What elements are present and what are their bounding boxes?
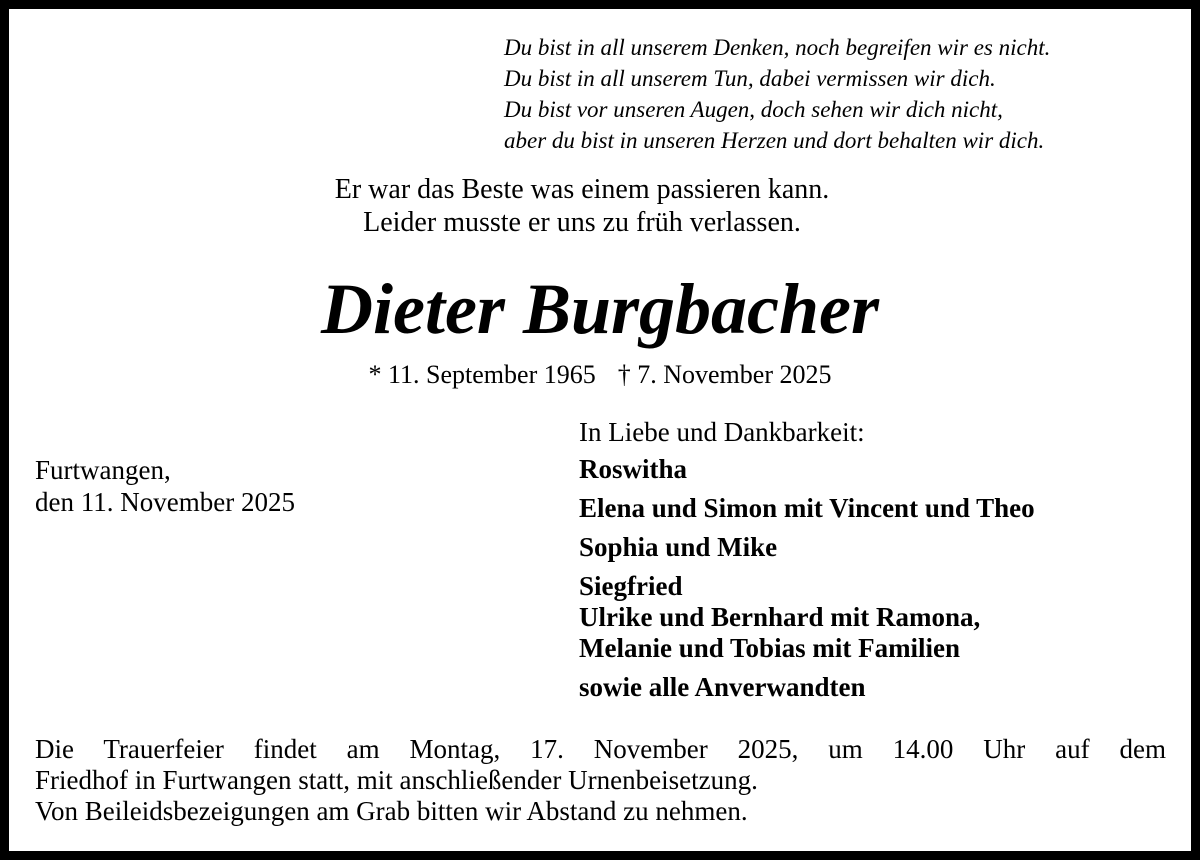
intro-line: Leider musste er uns zu früh verlassen. <box>363 207 801 238</box>
place-and-date <box>35 454 295 518</box>
mourner-name: Elena und Simon mit Vincent und Theo <box>579 493 1035 523</box>
mourner-name: sowie alle Anverwandten <box>579 672 866 702</box>
ceremony-line: Friedhof in Furtwangen statt, mit anschließender Urnenbeisetzung. <box>35 765 758 795</box>
poem-line: Du bist vor unseren Augen, doch sehen wir dich nicht, <box>504 97 1003 122</box>
intro-line: Er war das Beste was einem passieren kann. <box>334 174 830 205</box>
poem-line: Du bist in all unserem Tun, dabei vermissen wir dich. <box>504 66 996 91</box>
deceased-name: Dieter Burgbacher <box>321 269 879 349</box>
memorial-poem <box>504 32 1050 156</box>
mourner-name: Melanie und Tobias mit Familien <box>579 633 961 663</box>
thanks-line: In Liebe und Dankbarkeit: <box>579 417 865 447</box>
death-date: † 7. November 2025 <box>617 360 832 389</box>
intro-text <box>0 173 1164 239</box>
poem-line: aber du bist in unseren Herzen und dort behalten wir dich. <box>504 128 1045 153</box>
place-date: den 11. November 2025 <box>35 487 295 517</box>
ceremony-line: Von Beileidsbezeigungen am Grab bitten wir Abstand zu nehmen. <box>35 796 748 826</box>
mourner-name: Ulrike und Bernhard mit Ramona, <box>579 602 981 632</box>
poem-line: Du bist in all unserem Denken, noch begreifen wir es nicht. <box>504 35 1051 60</box>
mourner-name: Siegfried <box>579 571 683 601</box>
ceremony-notice <box>35 734 1166 827</box>
mourners-block <box>579 415 1035 703</box>
life-dates <box>0 359 1200 391</box>
ceremony-line: Die Trauerfeier findet am Montag, 17. November 2025, um 14.00 Uhr auf dem <box>35 734 1166 764</box>
place-city: Furtwangen, <box>35 455 171 485</box>
mourner-name: Sophia und Mike <box>579 532 778 562</box>
mourner-name: Roswitha <box>579 454 688 484</box>
birth-date: * 11. September 1965 <box>368 360 596 389</box>
